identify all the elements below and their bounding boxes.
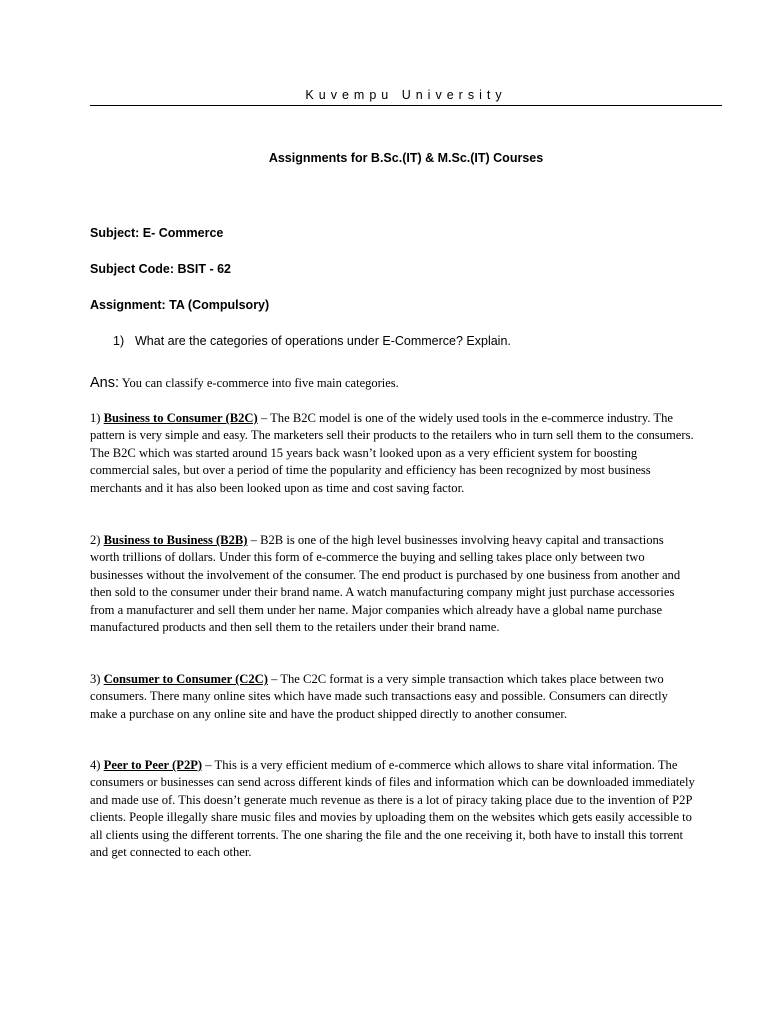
category-paragraph-b2b (90, 532, 695, 636)
category-paragraph-p2p (90, 757, 695, 861)
question-item (113, 334, 511, 348)
category-term: Peer to Peer (P2P) (103, 758, 203, 772)
subject-line: Subject: E- Commerce (90, 226, 224, 240)
category-number: 3) (90, 672, 101, 686)
category-number: 1) (90, 411, 101, 425)
question-number: 1) (113, 334, 125, 348)
category-term: Business to Business (B2B) (103, 533, 248, 547)
category-description: – B2B is one of the high level businesses involving heavy capital and transactions worth trillions of dollars. Under this form of e-commerce the buying and selling takes place only between two businesses without the involvement of the consumer. The end product is purchased by one business from another and then sold to the consumer under their brand name. A watch manufacturing company might just purchase accessories from a manufacturer and sell them under her name. Major companies which already have a global name purchase manufactured products and then sell them to the retailers under their brand name. (90, 533, 681, 635)
subject-code-line: Subject Code: BSIT - 62 (90, 262, 231, 276)
category-description: – The B2C model is one of the widely used tools in the e-commerce industry. The pattern is very simple and easy. The marketers sell their products to the retailers who in turn sell them to the consumers. The B2C which was started around 15 years back wasn’t looked upon as a very efficient system for boosting commercial sales, but over a period of time the popularity and efficiency has been recognized by most business merchants and it has also been looked upon as time and cost saving factor. (90, 411, 694, 495)
university-header: Kuvempu University (90, 88, 722, 106)
category-paragraph-b2c (90, 410, 695, 497)
category-description: – This is a very efficient medium of e-commerce which allows to share vital information. The consumers or businesses can send across different kinds of files and information which can be downloaded immediately and made use of. This doesn’t generate much revenue as there is a lot of piracy taking place due to the invention of P2P clients. People illegally share music files and movies by uploading them on the websites which gets easily accessible to all clients using the different torrents. The one sharing the file and the one receiving it, both have to install this torrent and get connected to each other. (90, 758, 695, 860)
category-number: 4) (90, 758, 101, 772)
answer-intro-text: You can classify e-commerce into five main categories. (121, 376, 399, 390)
category-term: Business to Consumer (B2C) (103, 411, 258, 425)
question-text: What are the categories of operations under E-Commerce? Explain. (135, 334, 511, 348)
category-paragraph-c2c (90, 671, 695, 723)
category-description: – The C2C format is a very simple transaction which takes place between two consumers. There many online sites which have made such transactions easy and possible. Consumers can directly make a purchase on any online site and have the product shipped directly to another consumer. (90, 672, 668, 721)
category-number: 2) (90, 533, 101, 547)
answer-intro (90, 375, 690, 391)
answer-label: Ans: (90, 375, 120, 391)
assignment-title: Assignments for B.Sc.(IT) & M.Sc.(IT) Courses (268, 151, 544, 165)
category-term: Consumer to Consumer (C2C) (103, 672, 268, 686)
assignment-line: Assignment: TA (Compulsory) (90, 298, 270, 312)
